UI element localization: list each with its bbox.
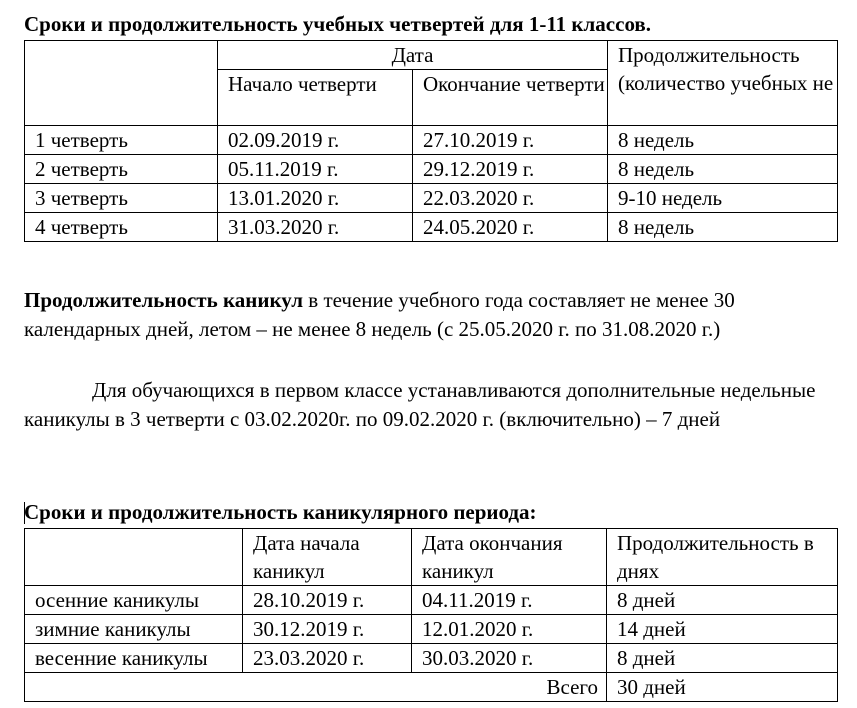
holiday-start: 23.03.2020 г. [243,644,412,673]
holiday-name: зимние каникулы [25,615,243,644]
holidays-heading: Сроки и продолжительность каникулярного периода: [24,500,537,524]
holiday-duration: 14 дней [607,615,838,644]
quarter-start: 02.09.2019 г. [218,126,413,155]
holiday-duration-header: Продолжительность в днях [607,529,838,586]
quarter-end: 29.12.2019 г. [413,155,608,184]
end-header: Окончание четверти [413,70,608,126]
total-value: 30 дней [607,673,838,702]
quarter-end: 24.05.2020 г. [413,213,608,242]
vacation-paragraph [24,286,844,344]
holiday-end: 30.03.2020 г. [412,644,607,673]
quarters-corner-cell [25,41,218,126]
table-row [25,644,838,673]
quarter-name: 1 четверть [25,126,218,155]
table-row-total [25,673,838,702]
quarter-name: 3 четверть [25,184,218,213]
holiday-end-header: Дата окончания каникул [412,529,607,586]
duration-header: Продолжительность (количество учебных не [608,41,838,126]
quarter-duration: 8 недель [608,126,838,155]
vacation-rest: в течение учебного года составляет не менее 30 календарных дней, летом – не менее 8 недель (с 25.05.2020 г. по 31.08.2020 г.) [24,288,735,341]
quarter-duration: 9-10 недель [608,184,838,213]
holidays-corner-cell [25,529,243,586]
holiday-end: 12.01.2020 г. [412,615,607,644]
date-header: Дата [218,41,608,70]
quarter-name: 2 четверть [25,155,218,184]
holiday-duration: 8 дней [607,644,838,673]
table-row [25,184,838,213]
holiday-end: 04.11.2019 г. [412,586,607,615]
table-row [25,615,838,644]
table-row [25,586,838,615]
table-row [25,155,838,184]
holiday-start: 28.10.2019 г. [243,586,412,615]
holiday-start: 30.12.2019 г. [243,615,412,644]
total-label: Всего [25,673,607,702]
holiday-name: осенние каникулы [25,586,243,615]
holiday-name: весенние каникулы [25,644,243,673]
table-row [25,213,838,242]
start-header: Начало четверти [218,70,413,126]
holidays-table [24,528,838,702]
quarter-duration: 8 недель [608,155,838,184]
table-row [25,126,838,155]
quarter-end: 22.03.2020 г. [413,184,608,213]
quarter-start: 13.01.2020 г. [218,184,413,213]
quarters-heading: Сроки и продолжительность учебных четвертей для 1-11 классов. [24,12,652,36]
quarter-start: 31.03.2020 г. [218,213,413,242]
first-grade-paragraph: Для обучающихся в первом классе устанавливаются дополнительные недельные каникулы в 3 четверти с 03.02.2020г. по 09.02.2020 г. (включительно) – 7 дней [24,378,816,431]
quarters-table [24,40,838,242]
holiday-start-header: Дата начала каникул [243,529,412,586]
quarter-duration: 8 недель [608,213,838,242]
quarter-end: 27.10.2019 г. [413,126,608,155]
quarter-name: 4 четверть [25,213,218,242]
quarter-start: 05.11.2019 г. [218,155,413,184]
holiday-duration: 8 дней [607,586,838,615]
vacation-bold-lead: Продолжительность каникул [24,288,304,312]
